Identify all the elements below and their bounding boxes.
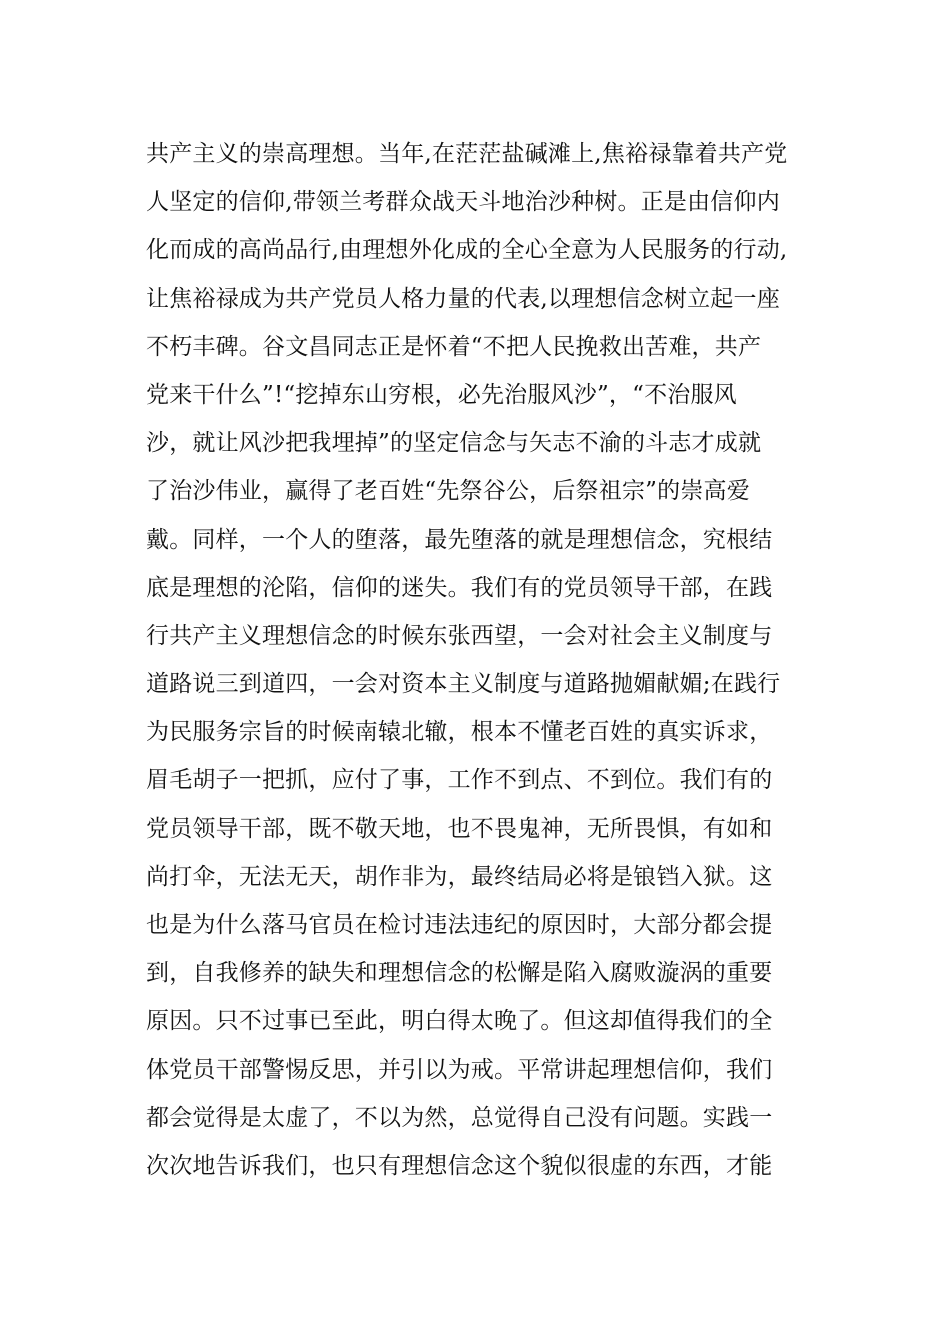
text-line: 行共产主义理想信念的时候东张西望，一会对社会主义制度与 [146,622,773,649]
text-line: 底是理想的沦陷，信仰的迷失。我们有的党员领导干部，在践 [146,574,773,601]
text-line: 原因。只不过事已至此，明白得太晚了。但这却值得我们的全 [146,1008,773,1035]
text-line: 为民服务宗旨的时候南辕北辙，根本不懂老百姓的真实诉求， [146,719,773,746]
text-line: 人坚定的信仰,带领兰考群众战天斗地治沙种树。正是由信仰内 [146,189,780,216]
text-line: 道路说三到道四，一会对资本主义制度与道路抛媚献媚;在践行 [146,671,781,698]
text-line: 次次地告诉我们，也只有理想信念这个貌似很虚的东西，才能 [146,1152,773,1179]
text-line: 不朽丰碑。谷文昌同志正是怀着“不把人民挽救出苦难，共产 [146,333,762,360]
text-line: 共产主义的崇高理想。当年,在茫茫盐碱滩上,焦裕禄靠着共产党 [146,141,788,167]
text-line: 化而成的高尚品行,由理想外化成的全心全意为人民服务的行动, [146,237,788,264]
body-text [146,130,806,1190]
text-line: 眉毛胡子一把抓，应付了事，工作不到点、不到位。我们有的 [146,767,773,794]
text-line: 党来干什么”!“挖掉东山穷根，必先治服风沙”，“不治服风 [146,381,737,408]
text-line: 都会觉得是太虚了，不以为然，总觉得自己没有问题。实践一 [146,1104,773,1131]
text-line: 也是为什么落马官员在检讨违法违纪的原因时，大部分都会提 [146,912,773,938]
text-line: 体党员干部警惕反思，并引以为戒。平常讲起理想信仰，我们 [146,1056,773,1083]
text-line: 戴。同样，一个人的堕落，最先堕落的就是理想信念，究根结 [146,526,773,553]
text-line: 党员领导干部，既不敬天地，也不畏鬼神，无所畏惧，有如和 [146,815,773,842]
text-line: 到，自我修养的缺失和理想信念的松懈是陷入腐败漩涡的重要 [146,960,773,987]
text-line: 了治沙伟业，赢得了老百姓“先祭谷公，后祭祖宗”的崇高爱 [146,478,750,505]
text-line: 沙，就让风沙把我埋掉”的坚定信念与矢志不渝的斗志才成就 [146,430,762,457]
text-line: 让焦裕禄成为共产党员人格力量的代表,以理想信念树立起一座 [146,285,780,312]
text-line: 尚打伞，无法无天，胡作非为，最终结局必将是锒铛入狱。这 [146,863,773,890]
